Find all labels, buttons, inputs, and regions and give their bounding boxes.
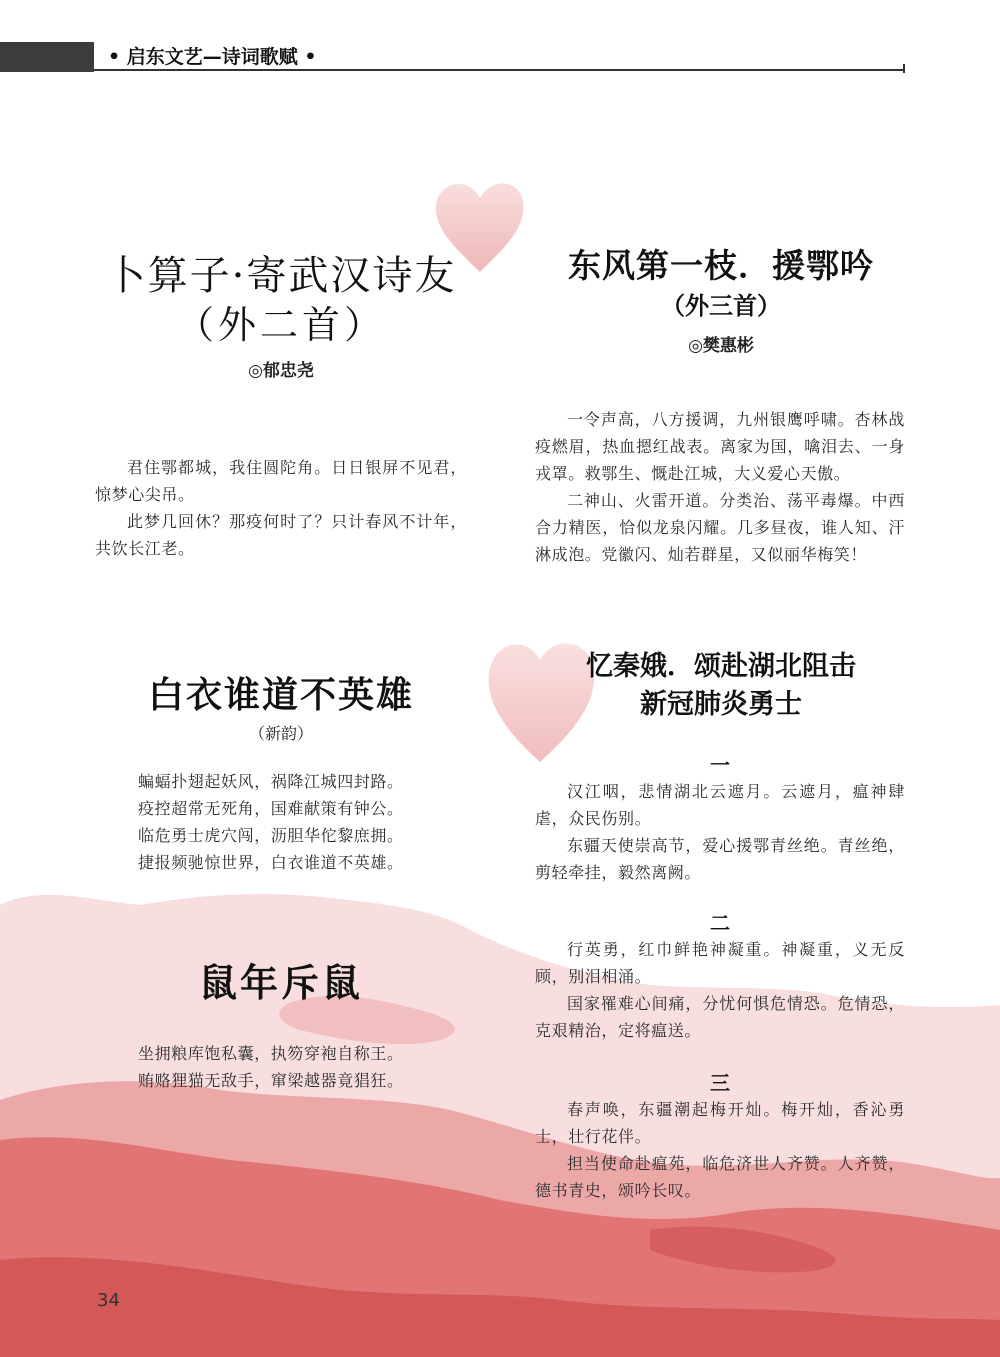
poem-paragraph: 此梦几回休？那疫何时了？只计春风不计年，共饮长江老。 xyxy=(95,512,467,558)
section-number: 一 xyxy=(710,753,730,777)
poem-title: 卜算子·寄武汉诗友 xyxy=(105,253,457,299)
section-number: 二 xyxy=(710,911,730,935)
page-number: 34 xyxy=(97,1290,120,1311)
poem-yi-qin-e xyxy=(535,648,907,724)
poem-subtitle: （外二首） xyxy=(175,303,386,347)
header-rule-end xyxy=(903,64,905,73)
column-title: • 启东文艺—诗词歌赋 • xyxy=(108,46,317,68)
poem-title-line: 新冠肺炎勇士 xyxy=(640,689,802,720)
poem-subtitle: （外三首） xyxy=(661,292,781,320)
poem-title: 鼠年斥鼠 xyxy=(198,961,363,1005)
poem-line: 坐拥粮库饱私囊，执笏穿袍自称王。 xyxy=(138,1044,404,1063)
poem-line: 捷报频驰惊世界，白衣谁道不英雄。 xyxy=(138,853,404,872)
poem-shu-nian xyxy=(95,958,467,1008)
poem-body xyxy=(138,1040,458,1094)
poem-body xyxy=(138,768,458,876)
poem-author: ◎樊惠彬 xyxy=(688,336,754,356)
poem-paragraph: 东疆天使崇高节，爱心援鄂青丝绝。青丝绝，剪轻牵挂，毅然离阙。 xyxy=(535,836,905,882)
poem-paragraph: 行英勇，红巾鲜艳神凝重。神凝重，义无反顾，别泪相涌。 xyxy=(535,940,905,986)
poem-paragraph: 汉江咽，悲情湖北云遮月。云遮月，瘟神肆虐，众民伤别。 xyxy=(535,782,905,828)
poem-title-line: 忆秦娥．颂赴湖北阻击 xyxy=(586,651,856,682)
poem-paragraph: 担当使命赴瘟苑，临危济世人齐赞。人齐赞，德书青史，颂吟长叹。 xyxy=(535,1154,905,1200)
poem-paragraph: 春声唤，东疆潮起梅开灿。梅开灿，香沁勇士，壮行花伴。 xyxy=(535,1100,905,1146)
poem-subtitle: （新韵） xyxy=(248,724,313,743)
header-rule xyxy=(94,69,904,71)
header-bar xyxy=(0,42,94,72)
poem-section-3 xyxy=(535,1070,905,1204)
poem-line: 蝙蝠扑翅起妖风，祸降江城四封路。 xyxy=(138,772,404,791)
poem-line: 疫控超常无死角，国难献策有钟公。 xyxy=(138,799,404,818)
poem-body xyxy=(95,454,467,562)
poem-paragraph: 一令声高，八方援调，九州银鹰呼啸。杏林战疫燃眉，热血摁红战表。离家为国，噙泪去、一身戎罩。救鄂生、慨赴江城，大义爱心天傲。 xyxy=(535,410,905,483)
poem-title: 白衣谁道不英雄 xyxy=(147,675,414,716)
poem-paragraph: 国家罹难心间痛，分忧何惧危情恐。危情恐，克艰精治，定将瘟送。 xyxy=(535,994,905,1040)
poem-line: 贿赂狸猫无敌手，窜梁越器竟猖狂。 xyxy=(138,1071,404,1090)
poem-author: ◎郁忠尧 xyxy=(248,361,314,381)
section-number: 三 xyxy=(710,1071,730,1095)
poem-body xyxy=(535,406,905,568)
poem-paragraph: 君住鄂都城，我住圆陀角。日日银屏不见君，惊梦心尖吊。 xyxy=(95,458,467,504)
poem-bu-suan-zi xyxy=(95,250,467,381)
poem-dong-feng xyxy=(535,243,907,356)
poem-title: 东风第一枝．援鄂吟 xyxy=(568,246,874,285)
poem-paragraph: 二神山、火雷开道。分类治、荡平毒爆。中西合力精医，恰似龙泉闪耀。几多昼夜，谁人知、汗淋成泡。党徽闪、灿若群星，又似丽华梅笑！ xyxy=(535,491,905,564)
poem-line: 临危勇士虎穴闯，沥胆华佗黎庶拥。 xyxy=(138,826,404,845)
poem-section-1 xyxy=(535,752,905,886)
poem-bai-yi xyxy=(95,672,467,746)
poem-section-2 xyxy=(535,910,905,1044)
